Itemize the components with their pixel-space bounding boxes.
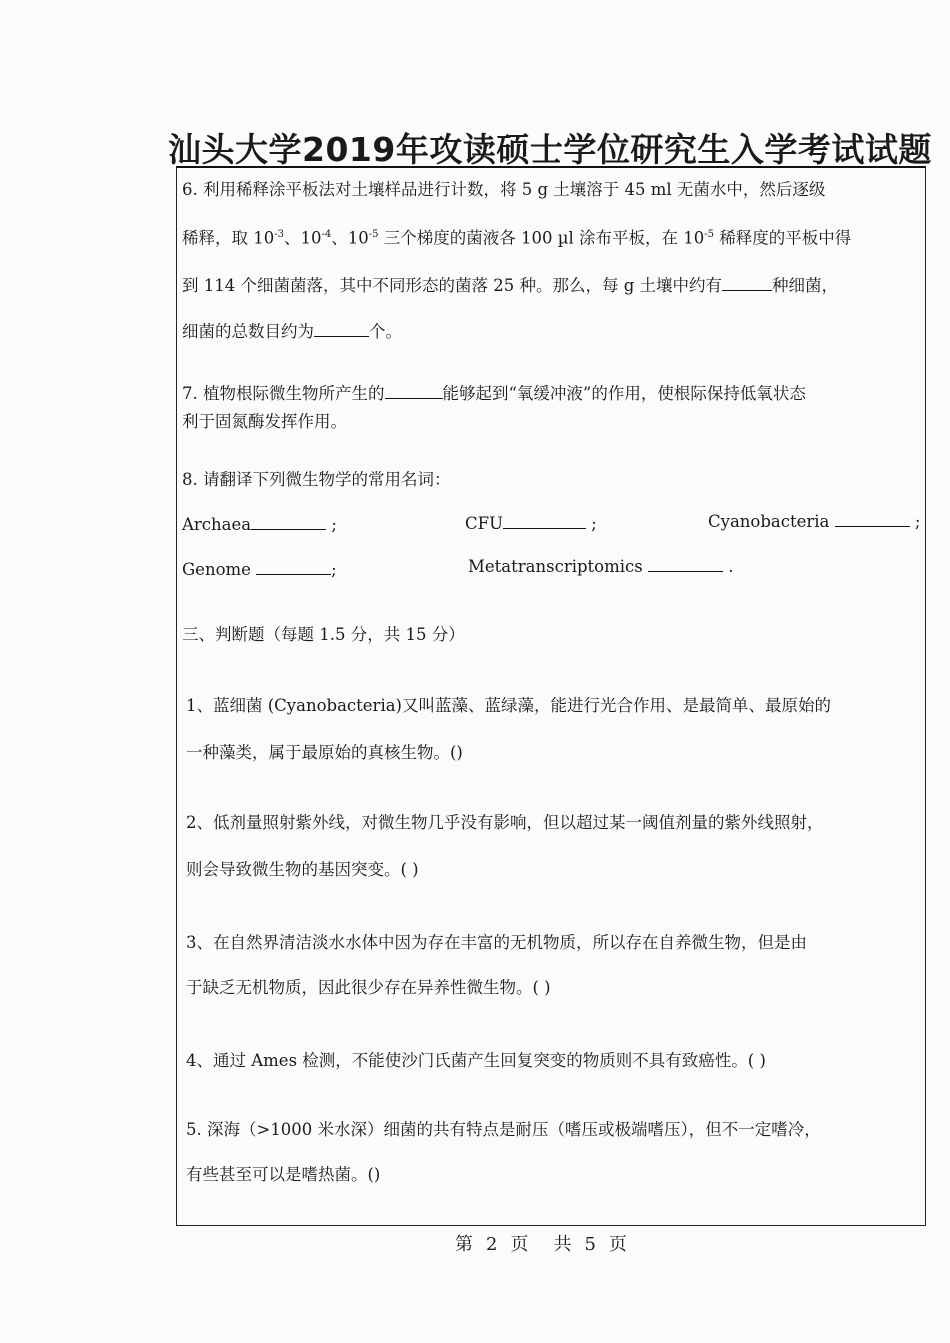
footer-gong: 共 (553, 1234, 573, 1255)
page-footer (455, 1230, 628, 1256)
term-cfu (465, 514, 597, 533)
semicolon: ; (914, 512, 921, 531)
tf-q2-line-1: 2、低剂量照射紫外线，对微生物几乎没有影响，但以超过某一阈值剂量的紫外线照射， (186, 813, 824, 832)
tf-q1-line-1: 1、蓝细菌 (Cyanobacteria)又叫蓝藻、蓝绿藻，能进行光合作用、是最简单、最原始的 (186, 696, 831, 715)
term-archaea-label: Archaea (182, 515, 252, 534)
q7-text-b: 能够起到“氧缓冲液”的作用，使根际保持低氧状态 (442, 384, 806, 403)
q6-text-e: 稀释度的平板中得 (713, 228, 852, 248)
term-cyanobacteria (708, 512, 920, 531)
term-genome (182, 560, 337, 579)
q6-line-2 (182, 230, 851, 247)
semicolon: ; (331, 515, 337, 534)
q6-text-h: 细菌的总数目约为 (182, 322, 314, 341)
q7-blank[interactable] (385, 384, 443, 399)
term-archaea (182, 515, 337, 534)
term-cfu-label: CFU (465, 514, 503, 533)
q6-line-1: 6. 利用稀释涂平板法对土壤样品进行计数，将 5 g 土壤溶于 45 ml 无菌水中，然后逐级 (182, 180, 826, 199)
semicolon: ; (591, 514, 597, 533)
tf-q1-line-2: 一种藻类，属于最原始的真核生物。() (186, 743, 463, 762)
footer-ye: 页 (510, 1234, 530, 1255)
term-genome-label: Genome (182, 560, 251, 579)
section-3-heading: 三、判断题（每题 1.5 分，共 15 分） (182, 625, 465, 644)
term-cyanobacteria-label: Cyanobacteria (708, 512, 830, 531)
q6-line-3 (182, 276, 838, 295)
q6-text-g: 种细菌， (772, 276, 839, 295)
q6-text-d: 三个梯度的菌液各 100 µl 涂布平板，在 10 (378, 228, 705, 248)
q6-text-f: 到 114 个细菌菌落，其中不同形态的菌落 25 种。那么，每 g 土壤中约有 (182, 276, 723, 295)
term-cyanobacteria-blank[interactable] (835, 512, 910, 527)
q7-line-1 (182, 384, 806, 403)
exam-title: 汕头大学2019年攻读硕士学位研究生入学考试试题 (168, 130, 932, 169)
tf-q2-line-2: 则会导致微生物的基因突变。( ) (186, 860, 419, 879)
q7-text-a: 7. 植物根际微生物所产生的 (182, 384, 385, 403)
q6-text-i: 个。 (369, 322, 402, 341)
semicolon: ; (331, 560, 337, 579)
tf-q5-line-2: 有些甚至可以是嗜热菌。() (186, 1165, 381, 1184)
q6-line-4 (182, 322, 402, 341)
q8-stem: 8. 请翻译下列微生物学的常用名词： (182, 470, 451, 489)
tf-q3-line-2: 于缺乏无机物质，因此很少存在异养性微生物。( ) (186, 978, 551, 997)
q6-exp-3: -5 (368, 229, 379, 240)
tf-q4: 4、通过 Ames 检测，不能使沙门氏菌产生回复突变的物质则不具有致癌性。( ) (186, 1051, 766, 1070)
term-metatranscriptomics-label: Metatranscriptomics (468, 557, 643, 576)
footer-total-pages: 5 (584, 1234, 597, 1255)
tf-q5-line-1: 5. 深海（>1000 米水深）细菌的共有特点是耐压（嗜压或极端嗜压），但不一定嗜冷， (186, 1120, 821, 1139)
term-archaea-blank[interactable] (251, 515, 326, 530)
q6-blank-1[interactable] (722, 276, 772, 291)
q6-text-a: 稀释，取 10 (182, 228, 275, 248)
footer-ye-2: 页 (608, 1234, 628, 1255)
term-cfu-blank[interactable] (503, 514, 586, 529)
tf-q3-line-1: 3、在自然界清洁淡水水体中因为存在丰富的无机物质，所以存在自养微生物，但是由 (186, 933, 807, 952)
q6-exp-1: -3 (274, 229, 284, 240)
q6-text-b: 、10 (284, 228, 322, 248)
period: . (728, 557, 734, 576)
q6-blank-2[interactable] (314, 322, 369, 337)
q7-line-2: 利于固氮酶发挥作用。 (182, 412, 347, 431)
term-metatranscriptomics-blank[interactable] (648, 557, 723, 572)
q6-exp-2: -4 (321, 229, 332, 240)
q6-exp-4: -5 (704, 229, 714, 240)
footer-di: 第 (455, 1234, 474, 1255)
footer-page-number: 2 (486, 1234, 499, 1255)
q6-text-c: 、10 (331, 228, 369, 248)
term-genome-blank[interactable] (256, 560, 331, 575)
term-metatranscriptomics (468, 557, 734, 576)
